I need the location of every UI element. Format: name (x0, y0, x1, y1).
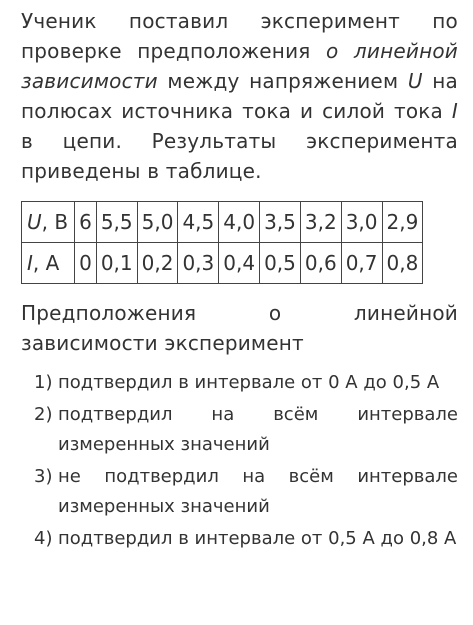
row-header-voltage (22, 202, 75, 243)
current-symbol: I (451, 99, 458, 123)
table-cell: 0,2 (137, 243, 178, 284)
question-text: Предположения о линейной зависимости эксперимент (21, 301, 458, 355)
row-unit: , А (32, 251, 60, 275)
intro-italic-phrase: о линейной зависимости (21, 39, 458, 93)
table-cell: 5,0 (137, 202, 178, 243)
option-text: подтвердил в интервале от 0 А до 0,5 А (58, 372, 440, 393)
intro-text-1: Ученик поставил эксперимент по проверке предположения (21, 9, 458, 63)
table-cell: 3,0 (341, 202, 382, 243)
answer-option-3[interactable] (21, 462, 458, 522)
table-cell: 0,4 (219, 243, 260, 284)
answer-option-2[interactable] (21, 400, 458, 460)
option-number: 2) (34, 404, 53, 425)
row-symbol: I (27, 251, 33, 275)
table-cell: 0,8 (382, 243, 423, 284)
option-text: не подтвердил на всём интервале измеренных значений (58, 466, 458, 517)
option-number: 3) (34, 466, 53, 487)
task-intro (21, 0, 458, 186)
answer-options (21, 368, 458, 554)
option-number: 4) (34, 528, 53, 549)
table-cell: 2,9 (382, 202, 423, 243)
table-cell: 0,7 (341, 243, 382, 284)
table-cell: 0,1 (96, 243, 137, 284)
row-symbol: U (27, 210, 42, 234)
intro-text-4: в цепи. Результаты эксперимента приведены в таблице. (21, 129, 458, 183)
row-unit: , В (41, 210, 69, 234)
table-cell: 0,6 (300, 243, 341, 284)
measurement-table (21, 201, 423, 284)
option-text: подтвердил в интервале от 0,5 А до 0,8 А (58, 528, 457, 549)
intro-text-3: на полюсах источника тока и силой тока (21, 69, 458, 123)
row-header-current (22, 243, 75, 284)
table-cell: 6 (75, 202, 97, 243)
option-text: подтвердил на всём интервале измеренных значений (58, 404, 458, 455)
table-cell: 4,5 (178, 202, 219, 243)
option-number: 1) (34, 372, 53, 393)
table-cell: 3,2 (300, 202, 341, 243)
voltage-symbol: U (407, 69, 423, 93)
table-row-current (22, 243, 423, 284)
table-cell: 0,3 (178, 243, 219, 284)
intro-text-2: между напряжением (157, 69, 408, 93)
table-cell: 0,5 (260, 243, 301, 284)
table-cell: 0 (75, 243, 97, 284)
answer-option-1[interactable] (21, 368, 458, 398)
table-cell: 3,5 (260, 202, 301, 243)
answer-option-4[interactable] (21, 524, 458, 554)
table-cell: 4,0 (219, 202, 260, 243)
table-row-voltage (22, 202, 423, 243)
table-cell: 5,5 (96, 202, 137, 243)
task-page (21, 0, 458, 556)
